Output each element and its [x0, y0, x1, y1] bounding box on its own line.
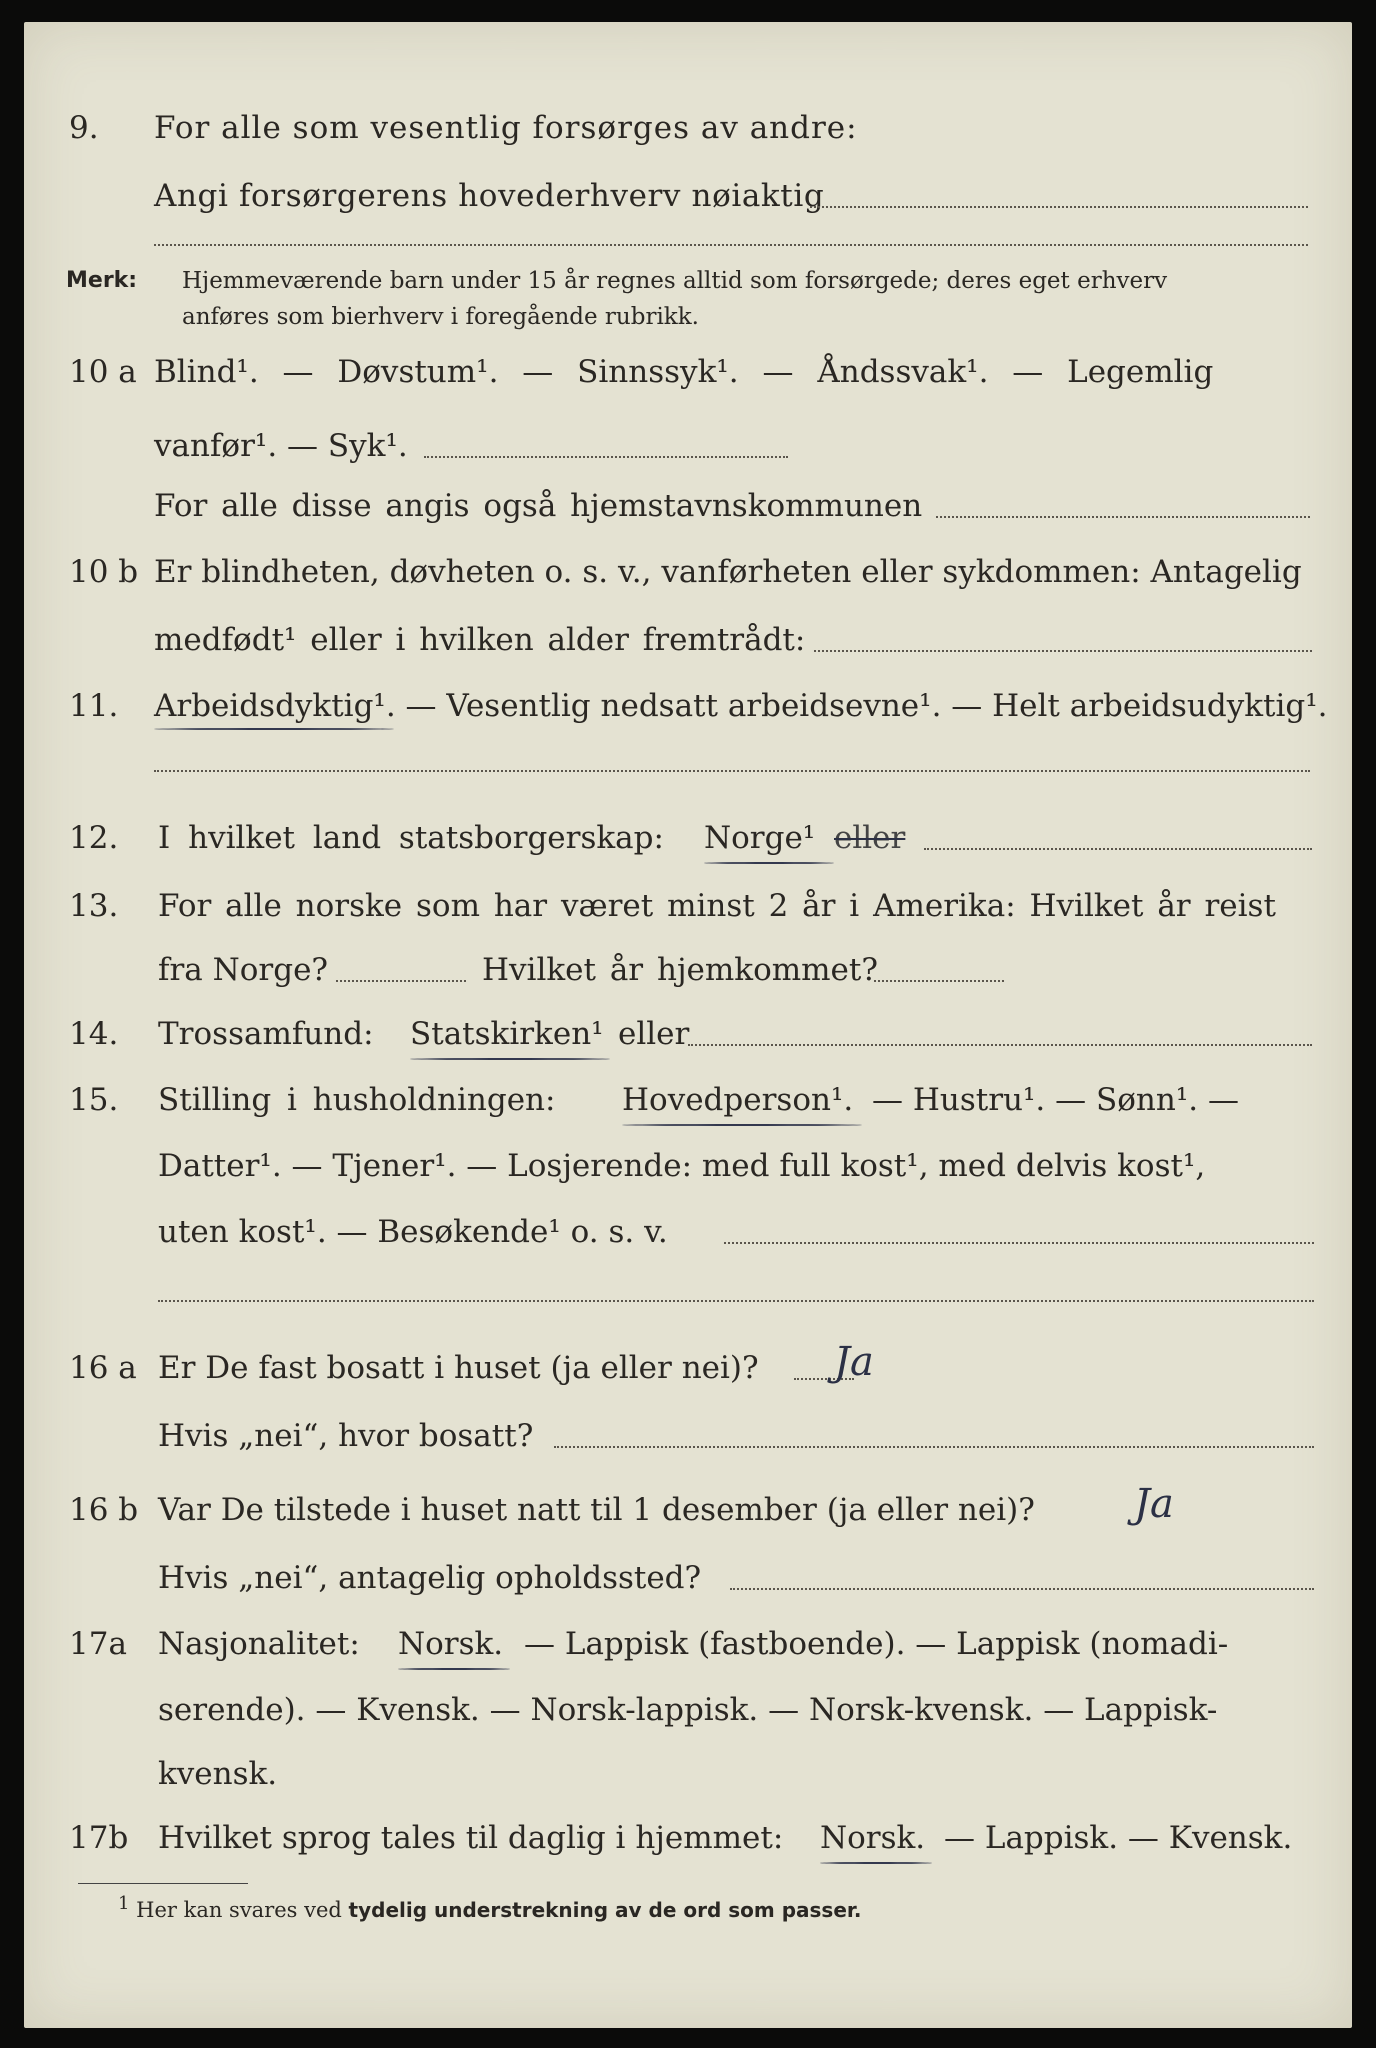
- q9-number: 9.: [69, 110, 99, 146]
- q15-answer-line[interactable]: [724, 1242, 1314, 1244]
- q12-text: I hvilket land statsborgerskap:: [158, 820, 664, 856]
- q13-departure-line[interactable]: [336, 980, 466, 982]
- q12-answer-line[interactable]: [924, 848, 1312, 850]
- q13-text: For alle norske som har været minst 2 år i Amerika: Hvilket år reist: [158, 888, 1276, 924]
- q10b-answer-line[interactable]: [814, 650, 1312, 652]
- q10a-text: Blind¹. — Døvstum¹. — Sinnssyk¹. — Åndssvak¹. — Legemlig: [154, 354, 1214, 390]
- q17b-text: Hvilket sprog tales til daglig i hjemmet:: [158, 1820, 784, 1856]
- q13-line2: [24, 946, 1352, 994]
- q9-line2: [24, 172, 1352, 220]
- q16b-line2: [24, 1554, 1352, 1602]
- q10b-line1: [24, 548, 1352, 596]
- q16b-text: Var De tilstede i huset natt til 1 desember (ja eller nei)?: [158, 1492, 1035, 1528]
- q13-return-line[interactable]: [874, 980, 1004, 982]
- q17b-line: [24, 1814, 1352, 1862]
- q12-handwritten-underline: [704, 862, 834, 864]
- q14-line: [24, 1010, 1352, 1058]
- q14-option-statskirken[interactable]: Statskirken¹: [410, 1016, 604, 1052]
- q10a-hometown-line[interactable]: [936, 516, 1310, 518]
- q14-eller: eller: [618, 1016, 690, 1052]
- q11-text: Arbeidsdyktig¹. — Vesentlig nedsatt arbeidsevne¹. — Helt arbeidsudyktig¹.: [154, 688, 1328, 724]
- q15-rest: — Hustru¹. — Sønn¹. —: [872, 1082, 1239, 1118]
- q10b-text-2: medfødt¹ eller i hvilken alder fremtrådt:: [154, 622, 806, 658]
- q12-number: 12.: [69, 820, 119, 856]
- q14-handwritten-underline: [410, 1058, 610, 1060]
- q10a-answer-line[interactable]: [424, 456, 788, 458]
- q13-left-label: fra Norge?: [158, 952, 329, 988]
- q10a-text-2: vanfør¹. — Syk¹.: [154, 428, 408, 464]
- q15-line3: [24, 1208, 1352, 1256]
- census-form-page: [24, 22, 1352, 2028]
- q17b-option-norsk[interactable]: Norsk.: [820, 1820, 926, 1856]
- q16b-handwritten-answer[interactable]: Ja: [1134, 1481, 1174, 1527]
- q10a-text-3: For alle disse angis også hjemstavnskommunen: [154, 488, 923, 524]
- q16a-line2: [24, 1412, 1352, 1460]
- q16a-residence-line[interactable]: [554, 1446, 1314, 1448]
- merk-label: Merk:: [66, 268, 138, 293]
- q10a-line2: [24, 422, 1352, 470]
- q10b-line2: [24, 616, 1352, 664]
- footnote: [118, 1893, 862, 1922]
- q16a-line1: [24, 1339, 1352, 1392]
- footnote-text: Her kan svares ved: [136, 1898, 342, 1922]
- q17b-number: 17b: [69, 1820, 129, 1856]
- q9-subtext: Angi forsørgerens hovederhverv nøiaktig: [154, 178, 825, 214]
- q14-number: 14.: [69, 1016, 119, 1052]
- q16b-number: 16 b: [69, 1492, 139, 1528]
- q13-number: 13.: [69, 888, 119, 924]
- q17a-text-2: serende). — Kvensk. — Norsk-lappisk. — Norsk-kvensk. — Lappisk-: [158, 1692, 1218, 1728]
- q10b-text: Er blindheten, døvheten o. s. v., vanførheten eller sykdommen: Antagelig: [154, 554, 1302, 590]
- q17a-line3: [24, 1750, 1352, 1798]
- q16a-handwritten-answer[interactable]: Ja: [834, 1339, 874, 1385]
- merk-text-2: anføres som bierhverv i foregående rubrikk.: [182, 304, 699, 330]
- q11-line: [24, 682, 1352, 730]
- q13-right-label: Hvilket år hjemkommet?: [482, 952, 878, 988]
- q12-option-norge[interactable]: Norge¹: [704, 820, 816, 856]
- q17a-option-norsk[interactable]: Norsk.: [398, 1626, 504, 1662]
- q10a-line1: [24, 348, 1352, 396]
- q17a-line1: [24, 1620, 1352, 1668]
- q16b-line1: [24, 1481, 1352, 1534]
- q16a-text-2: Hvis „nei“, hvor bosatt?: [158, 1418, 534, 1454]
- q15-handwritten-underline: [622, 1124, 862, 1126]
- q9-extra-answer-line[interactable]: [154, 244, 1308, 246]
- q16a-text: Er De fast bosatt i huset (ja eller nei)?: [158, 1350, 759, 1386]
- footnote-bold-text: tydelig understrekning av de ord som passer.: [348, 1898, 862, 1922]
- q17a-number: 17a: [69, 1626, 127, 1662]
- merk-line2: [24, 300, 1352, 348]
- q10a-number: 10 a: [69, 354, 137, 390]
- q15-text-2: Datter¹. — Tjener¹. — Losjerende: med full kost¹, med delvis kost¹,: [158, 1148, 1206, 1184]
- q15-separator-line: [158, 1300, 1314, 1302]
- q11-handwritten-underline: [154, 728, 394, 730]
- q17a-text: Nasjonalitet:: [158, 1626, 360, 1662]
- q9-answer-line[interactable]: [810, 206, 1308, 208]
- q17b-rest: — Lappisk. — Kvensk.: [944, 1820, 1293, 1856]
- footnote-mark: 1: [118, 1893, 130, 1914]
- q14-text: Trossamfund:: [158, 1016, 374, 1052]
- q17a-handwritten-underline: [398, 1668, 510, 1670]
- q16b-text-2: Hvis „nei“, antagelig opholdssted?: [158, 1560, 702, 1596]
- q17a-text-3: kvensk.: [158, 1756, 278, 1792]
- q15-text-3: uten kost¹. — Besøkende¹ o. s. v.: [158, 1214, 668, 1250]
- q16b-whereabouts-line[interactable]: [730, 1588, 1314, 1590]
- q15-line2: [24, 1142, 1352, 1190]
- merk-text: Hjemmeværende barn under 15 år regnes alltid som forsørgede; deres eget erhverv: [182, 268, 1168, 294]
- q12-struck-eller: eller: [834, 820, 906, 856]
- q15-text: Stilling i husholdningen:: [158, 1082, 556, 1118]
- footnote-rule: [78, 1883, 248, 1884]
- q9-line1: [24, 104, 1352, 152]
- q15-line1: [24, 1076, 1352, 1124]
- q12-line: [24, 814, 1352, 862]
- q17a-rest: — Lappisk (fastboende). — Lappisk (nomadi-: [524, 1626, 1229, 1662]
- q17b-handwritten-underline: [820, 1862, 932, 1864]
- q10a-line3: [24, 482, 1352, 530]
- q11-separator-line: [154, 770, 1310, 772]
- q15-option-hovedperson[interactable]: Hovedperson¹.: [622, 1082, 854, 1118]
- q16a-number: 16 a: [69, 1350, 137, 1386]
- q15-number: 15.: [69, 1082, 119, 1118]
- q11-number: 11.: [69, 688, 119, 724]
- q17a-line2: [24, 1686, 1352, 1734]
- q13-line1: [24, 882, 1352, 930]
- q10b-number: 10 b: [69, 554, 139, 590]
- q9-text: For alle som vesentlig forsørges av andre:: [154, 110, 858, 146]
- q14-answer-line[interactable]: [688, 1044, 1312, 1046]
